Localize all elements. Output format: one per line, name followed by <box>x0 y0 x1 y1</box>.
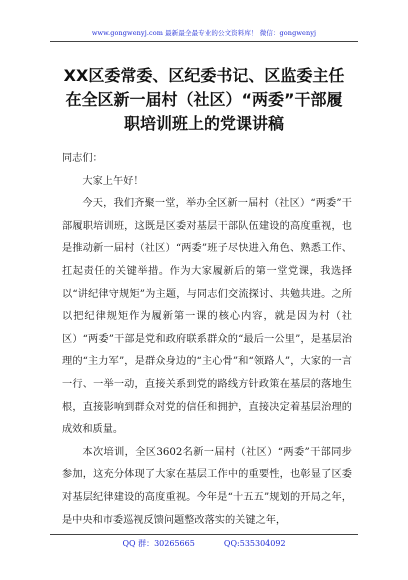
footer-qq-group: QQ 群：30265665 <box>122 539 195 548</box>
document-title <box>40 64 368 136</box>
title-line-3: 职培训班上的党课讲稿 <box>123 114 284 133</box>
header-divider <box>50 41 358 42</box>
page-header: www.gongwenyj.com 最新最全最专业的公文资料库！ 微信：gongwenyj <box>91 29 317 37</box>
document-body <box>62 148 352 532</box>
body-paragraph: 今天，我们齐聚一堂，举办全区新一届村（社区）“两委”干部履职培训班，这既是区委对基层干部队伍建设的高度重视，也是推动新一届村（社区）“两委”班子尽快进入角色、熟悉工作、扛起责任的关键举措。作为大家履新后的第一堂党课，我选择以“讲纪律守规矩”为主题，与同志们交流探讨、共勉共进。之所以把纪律规矩作为履新第一课的核心内容，就是因为村（社区）“两委”干部是党和政府联系群众的“最后一公里”，是基层治理的“主力军”，是群众身边的“主心骨”和“领路人”，大家的一言一行、一举一动，直接关系到党的路线方针政策在基层的落地生根，直接影响到群众对党的信任和拥护，直接决定着基层治理的成效和质量。 <box>62 198 352 436</box>
page-footer <box>0 538 408 549</box>
title-line-2: 在全区新一届村（社区）“两委”干部履 <box>65 90 343 109</box>
body-paragraph: 本次培训，全区3602名新一届村（社区）“两委”干部同步参加，这充分体现了大家在基层工作中的重要性，也彰显了区委对基层纪律建设的高度重视。今年是“十五五”规划的开局之年，是中央和市委巡视反馈问题整改落实的关键之年， <box>62 446 352 526</box>
footer-qq-contact: QQ:535304092 <box>223 539 286 548</box>
title-line-1: XX区委常委、区纪委书记、区监委主任 <box>63 66 345 85</box>
footer-divider <box>50 534 358 535</box>
greeting: 大家上午好！ <box>82 175 144 187</box>
salutation: 同志们： <box>62 153 103 164</box>
